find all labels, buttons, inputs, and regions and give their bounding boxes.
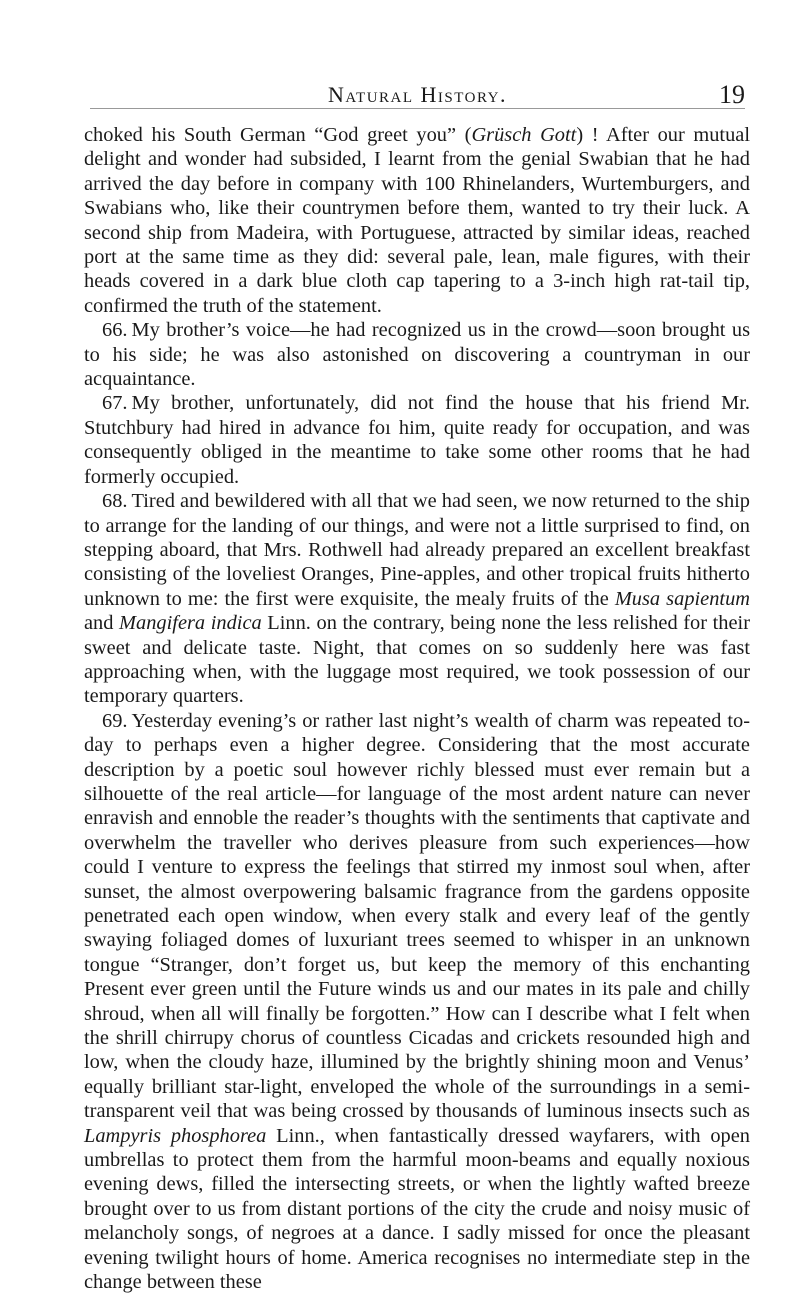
text-segment: Yesterday evening’s or rather last night’s wealth of charm was repeated to-day to perhaps even a higher degree. Considering that the most accurate description by a poetic soul however richly blessed must ever remain but a silhouette of the real article—for language of the most ardent nature can never enravish and ennoble the reader’s thoughts with the sentiments that captivate and overwhelm the traveller who derives pleasure from such experiences—how could I venture to express the feelings that stirred my inmost soul when, after sunset, the almost overpowering balsamic fragrance from the gardens opposite penetrated each open window, when every stalk and every leaf of the gently swaying foliaged domes of luxuriant trees seemed to whisper in an unknown tongue “Stranger, don’t forget us, but keep the memory of this enchanting Present ever green until the Future winds us and our mates in its pale and chilly shroud, when all will finally be forgotten.” How can I describe what I felt when the shrill chirrupy chorus of countless Cicadas and crickets resounded high and low, when the cloudy haze, illumined by the brightly shining moon and Venus’ equally brilliant star-light, enveloped the whole of the surroundings in a semi-transparent veil that was being crossed by thousands of luminous insects such as	[84, 709, 750, 1123]
italic-text: Mangifera indica	[119, 612, 262, 635]
running-title: Natural History.	[327, 82, 507, 107]
italic-text: Grüsch Gott	[471, 124, 577, 146]
paragraph	[84, 489, 750, 709]
text-segment: My brother, unfortunately, did not find the house that his friend Mr. Stutchbury had hired in advance foı him, quite ready for occupation, and was consequently obliged in the meantime to take some other rooms that he had formerly occupied.	[84, 392, 750, 488]
body-text	[84, 123, 750, 1295]
paragraph	[84, 318, 750, 391]
text-segment: choked his South German “God greet you” (	[84, 124, 472, 146]
paragraph-number: 68.	[102, 490, 128, 513]
text-segment: My brother’s voice—he had recognized us in the crowd—soon brought us to his side; he was also astonished on discovering a countryman in our acquaintance.	[84, 319, 750, 391]
paragraph-number: 69.	[102, 709, 128, 732]
text-segment: ) ! After our mutual delight and wonder had subsided, I learnt from the genial Swabian that he had arrived the day before in company with 100 Rhinelanders, Wurtemburgers, and Swabians who, like their countrymen before them, wanted to try their luck. A second ship from Madeira, with Portuguese, attracted by similar ideas, reached port at the same time as they did: several pale, lean, male figures, with their heads covered in a dark blue cloth cap tapering to a 3-inch high rat-tail tip, confirmed the truth of the statement.	[84, 124, 750, 317]
paragraph	[84, 391, 750, 489]
text-segment: and	[84, 612, 120, 635]
running-header	[90, 82, 745, 109]
paragraph-number: 67.	[102, 392, 128, 415]
paragraph	[84, 709, 750, 1295]
text-segment: Tired and bewildered with all that we had seen, we now returned to the ship to arrange for the landing of our things, and were not a little surprised to find, on stepping aboard, that Mrs. Rothwell had already prepared an excellent breakfast consisting of the loveliest Oranges, Pine-apples, and other tropical fruits hitherto unknown to me: the first were exquisite, the mealy fruits of the	[84, 490, 750, 610]
text-segment: Linn., when fantastically dressed wayfarers, with open umbrellas to protect them from the harmful moon-beams and equally noxious evening dews, filled the intersecting streets, or when the lightly wafted breeze brought over to us from distant portions of the city the crude and noisy music of melancholy songs, of negroes at a dance. I sadly missed for once the pleasant evening twilight hours of home. America recognises no intermediate step in the change between these	[84, 1124, 750, 1294]
italic-text: Musa sapientum	[614, 587, 751, 610]
page-number: 19	[719, 80, 745, 109]
paragraph	[84, 123, 750, 318]
italic-text: Lampyris phosphorea	[84, 1124, 267, 1147]
paragraph-number: 66.	[102, 319, 128, 342]
text-segment: Linn. on the contrary, being none the less relished for their sweet and delicate taste. Night, that comes on so suddenly here was fast approaching when, with the luggage most required, we took possession of our temporary quarters.	[84, 612, 750, 708]
